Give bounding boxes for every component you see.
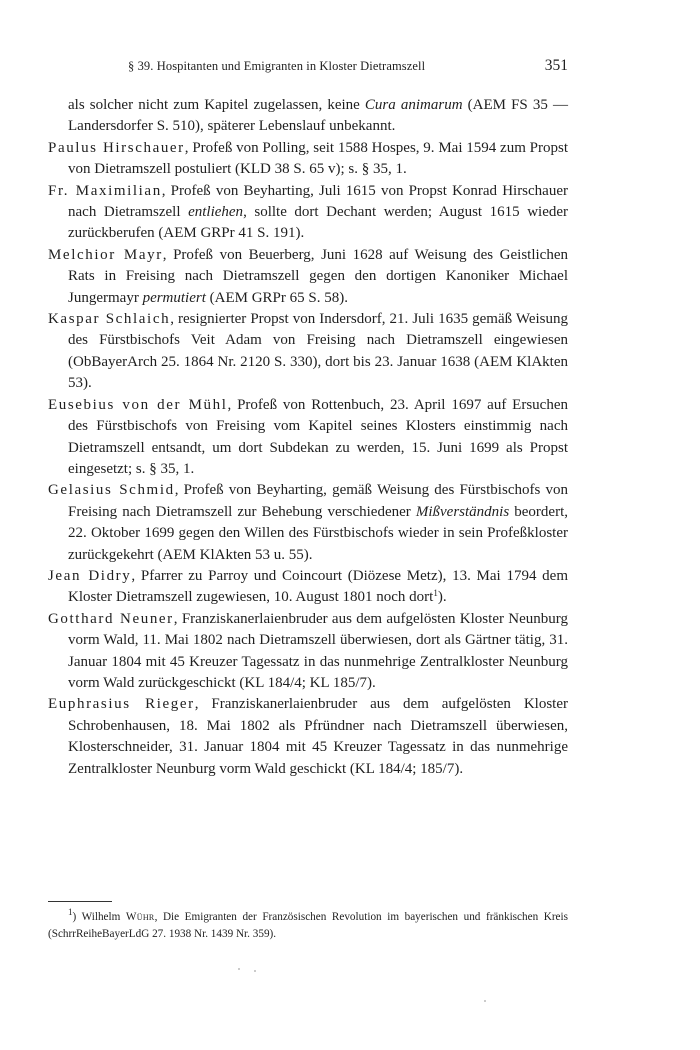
person-name: Fr. Maximilian bbox=[48, 182, 162, 199]
scan-speck bbox=[254, 970, 256, 972]
footnote-marker: 1 bbox=[68, 907, 73, 917]
entry-italic: permutiert bbox=[142, 289, 206, 306]
entry-text: , Profeß von Beyharting, gemäß Weisung des Fürstbischofs von Freising nach Dietramszell zur Behebung verschiedener bbox=[68, 482, 568, 520]
scan-speck bbox=[484, 1000, 486, 1002]
scan-speck bbox=[238, 968, 240, 970]
person-name: Gotthard Neuner bbox=[48, 610, 174, 627]
register-body bbox=[48, 95, 568, 780]
entry-neuner bbox=[48, 609, 568, 695]
continuation-italic: Cura animarum bbox=[364, 97, 463, 113]
person-name: Melchior Mayr bbox=[48, 246, 163, 263]
footnote-author-first: Wilhelm bbox=[81, 911, 126, 923]
continuation-text-start: als solcher nicht zum Kapitel zugelassen, keine bbox=[68, 97, 365, 113]
page-number: 351 bbox=[544, 57, 568, 74]
person-name: Jean Didry bbox=[48, 567, 132, 584]
entry-text: , Profeß von Rottenbuch, 23. April 1697 auf Ersuchen des Fürstbischofs von Freising vom Kapitel seines Klosters einstimmig nach Dietramszell entsandt, um dort Subdekan zu werden, 15. Juni 1699 als Propst eingesetzt; s. § 35, 1. bbox=[68, 396, 568, 477]
footnote bbox=[48, 909, 568, 942]
footnote-text: , Die Emigranten der Französischen Revolution im bayerischen und fränkischen Kreis (SchrrReiheBayerLdG 27. 1938 Nr. 1439 Nr. 359). bbox=[48, 911, 568, 940]
entry-text: , Franziskanerlaienbruder aus dem aufgelösten Kloster Schrobenhausen, 18. Mai 1802 als Pfründner nach Dietramszell überwiesen, Klosterschneider, 31. Januar 1804 mit 45 Kreuzer Tagessatz in das nunmehrige Zentralkloster Neunburg vorm Wald geschickt (KL 184/4; 185/7). bbox=[68, 696, 568, 777]
entry-maximilian bbox=[48, 181, 568, 245]
footnote-divider bbox=[48, 901, 112, 902]
footnote-author-surname: Wühr bbox=[125, 911, 155, 923]
entry-text: , Franziskanerlaienbruder aus dem aufgelösten Kloster Neunburg vorm Wald, 11. Mai 1802 nach Dietramszell überwiesen, dort als Gärtner tätig, 31. Januar 1804 mit 45 Kreuzer Tagessatz in das nunmehrige Zentralkloster Neunburg vorm Wald zurückgeschickt (KL 184/4; KL 185/7). bbox=[68, 610, 568, 691]
entry-hirschauer bbox=[48, 138, 568, 181]
person-name: Euphrasius Rieger bbox=[48, 696, 195, 713]
entry-muehl bbox=[48, 395, 568, 481]
entry-text-end: ). bbox=[437, 589, 447, 606]
entry-text-end: , sollte dort Dechant werden; August 1615 wieder zurückberufen (AEM GRPr 41 S. 191). bbox=[68, 204, 569, 242]
entry-text-end: beordert, 22. Oktober 1699 gegen den Willen des Fürstbischofs wieder in sein Profeßkloster zurückgekehrt (AEM KlAkten 53 u. 55). bbox=[68, 503, 568, 563]
entry-text-end: (AEM GRPr 65 S. 58). bbox=[205, 289, 348, 306]
entry-italic: entliehen bbox=[188, 204, 244, 221]
entry-text: , Profeß von Polling, seit 1588 Hospes, 9. Mai 1594 zum Propst von Dietramszell postuliert (KLD 38 S. 65 v); s. § 35, 1. bbox=[68, 139, 568, 178]
person-name: Kaspar Schlaich bbox=[48, 311, 171, 328]
continuation-text-end: (AEM FS 35 — Landersdorfer S. 510), späterer Lebenslauf unbekannt. bbox=[68, 97, 568, 135]
entry-text: , resignierter Propst von Indersdorf, 21. Juli 1635 gemäß Weisung des Fürstbischofs Veit Adam von Freising nach Dietramszell eingewiesen (ObBayerArch 25. 1864 Nr. 2120 S. 330), dort bis 23. Januar 1638 (AEM KlAkten 53). bbox=[68, 311, 568, 392]
page-header bbox=[128, 57, 568, 79]
entry-schmid bbox=[48, 480, 568, 566]
person-name: Eusebius von der Mühl bbox=[48, 396, 228, 413]
entry-continuation bbox=[48, 95, 568, 138]
entry-text: , Pfarrer zu Parroy und Coincourt (Diözese Metz), 13. Mai 1794 dem Kloster Dietramszell zugewiesen, 10. August 1801 noch dort bbox=[68, 567, 568, 606]
entry-italic: Mißverständnis bbox=[415, 503, 510, 520]
entry-text: , Profeß von Beuerberg, Juni 1628 auf Weisung des Geistlichen Rats in Freising nach Dietramszell gegen den dortigen Kanoniker Michael Jungermayr bbox=[68, 246, 568, 306]
entry-mayr bbox=[48, 245, 568, 309]
running-head: § 39. Hospitanten und Emigranten in Kloster Dietramszell bbox=[128, 59, 426, 73]
footnote-marker-paren: ) bbox=[72, 911, 77, 923]
footnote-reference[interactable]: 1 bbox=[433, 588, 438, 599]
entry-rieger bbox=[48, 694, 568, 780]
entry-text: , Profeß von Beyharting, Juli 1615 von Propst Konrad Hirschauer nach Dietramszell bbox=[68, 182, 568, 221]
person-name: Paulus Hirschauer bbox=[48, 139, 185, 156]
entry-didry bbox=[48, 566, 568, 609]
person-name: Gelasius Schmid bbox=[48, 482, 175, 499]
entry-schlaich bbox=[48, 309, 568, 395]
